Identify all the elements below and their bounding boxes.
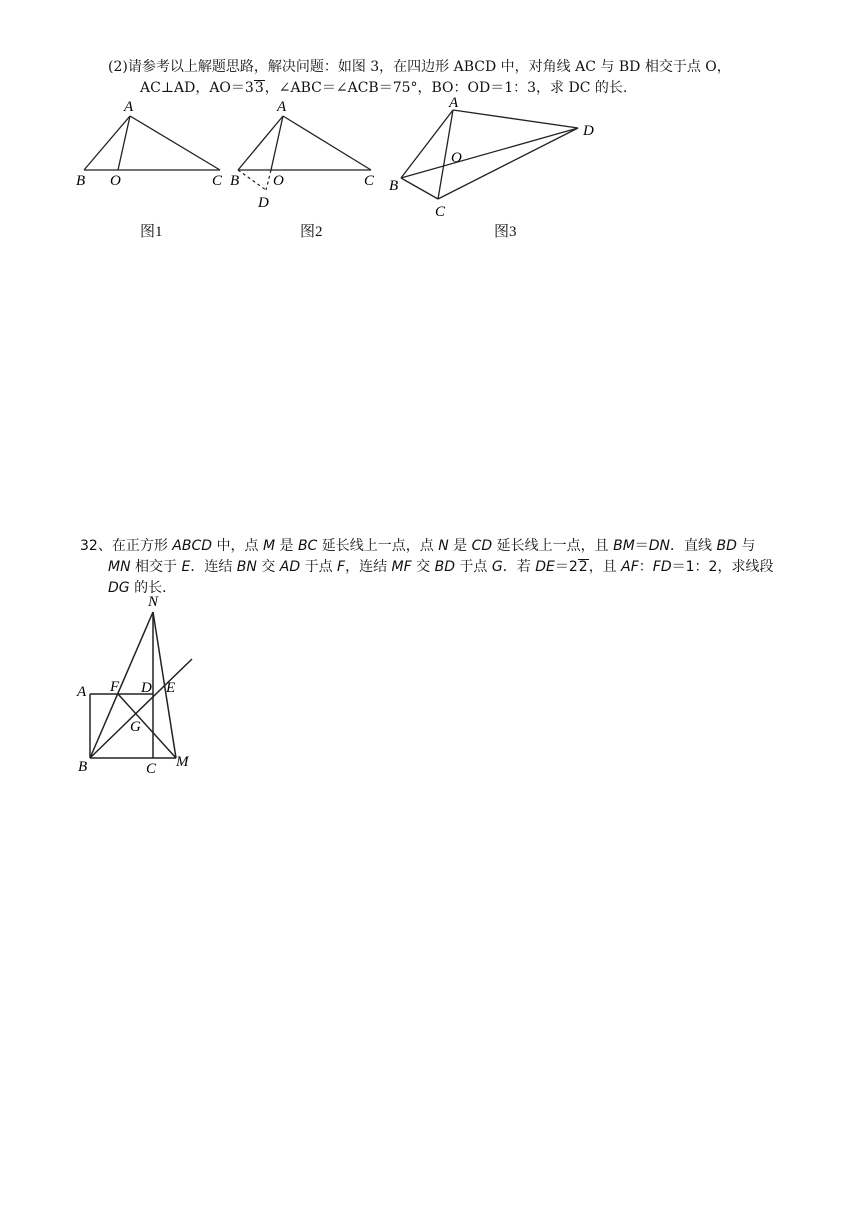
- q32-var: AD: [279, 559, 301, 575]
- q32-text: 与: [736, 538, 756, 554]
- q32-text: ：: [638, 559, 653, 575]
- fig2-caption: 图2: [300, 224, 323, 240]
- q32-var: N: [438, 538, 449, 554]
- q32-var: ABCD: [172, 538, 213, 554]
- fig1-label-c: C: [212, 173, 223, 189]
- q32-var: MF: [391, 559, 412, 575]
- q32-fig-label-e: E: [166, 680, 176, 696]
- fig2-label-o: O: [273, 173, 284, 189]
- figure-3: [385, 92, 605, 222]
- q32-text: 于点: [300, 559, 338, 575]
- q32-var: E: [181, 559, 191, 575]
- q32-var: BD: [434, 559, 455, 575]
- q32-var: BN: [236, 559, 257, 575]
- fig3-label-a: A: [449, 95, 459, 111]
- q31-text-1: (2)请参考以上解题思路，解决问题：如图 3，在四边形 ABCD 中，对角线 AC 与 BD 相交于点 O，: [108, 59, 731, 75]
- q32-fig-label-m: M: [176, 754, 189, 770]
- sqrt-3: 3: [254, 80, 264, 96]
- fig2-label-d: D: [258, 195, 269, 210]
- q32-text: 交: [411, 559, 435, 575]
- q32-var: DG: [108, 580, 130, 596]
- q32-var: DE: [535, 559, 555, 575]
- q32-var: CD: [471, 538, 493, 554]
- fig1-label-a: A: [124, 99, 134, 115]
- q32-text: 延长线上一点，且: [492, 538, 614, 554]
- q32-line-1: [80, 536, 755, 556]
- q32-var: MN: [108, 559, 131, 575]
- q32-text: 相交于: [130, 559, 182, 575]
- q32-var: AF: [621, 559, 639, 575]
- q32-text: ．若: [502, 559, 536, 575]
- fig3-label-c: C: [435, 204, 446, 220]
- q32-text: ＝2: [554, 559, 578, 575]
- q32-var: BD: [716, 538, 737, 554]
- q32-fig-label-a: A: [77, 684, 87, 700]
- sqrt-2: 2: [578, 559, 588, 575]
- q32-fig-label-n: N: [148, 594, 159, 610]
- q32-text: ，且: [588, 559, 622, 575]
- q32-var: F: [337, 559, 346, 575]
- q32-text: 延长线上一点，点: [317, 538, 439, 554]
- q32-fig-label-f: F: [110, 679, 120, 695]
- q31-line-1: [108, 57, 731, 77]
- q32-fig-label-c: C: [146, 761, 157, 776]
- q31-text-2b: ，∠ABC＝∠ACB＝75°，BO：OD＝1：3，求 DC 的长.: [264, 80, 628, 96]
- fig3-caption: 图3: [494, 224, 517, 240]
- figure-q32: [74, 592, 204, 776]
- q32-var: DN: [648, 538, 671, 554]
- q32-text: 的长．: [129, 580, 177, 596]
- q32-text: 是: [275, 538, 298, 554]
- q32-text: 是: [448, 538, 472, 554]
- q32-var: BM: [613, 538, 635, 554]
- q32-text: ．连结: [190, 559, 237, 575]
- fig1-caption: 图1: [140, 224, 163, 240]
- q32-var: G: [491, 559, 503, 575]
- q32-line-2: [108, 557, 773, 577]
- q32-text: 交: [256, 559, 280, 575]
- q32-text: 中，点: [212, 538, 263, 554]
- fig2-label-c: C: [364, 173, 375, 189]
- q32-fig-label-d: D: [141, 680, 152, 696]
- figure-1: [70, 98, 240, 190]
- fig3-label-b: B: [389, 178, 399, 194]
- q32-text: ＝1：2，求线段: [671, 559, 774, 575]
- q32-text: ．直线: [670, 538, 717, 554]
- q32-var: BC: [297, 538, 318, 554]
- q32-fig-label-b: B: [78, 759, 88, 775]
- fig2-label-a: A: [277, 99, 287, 115]
- fig2-label-b: B: [230, 173, 240, 189]
- q32-text: ＝: [634, 538, 649, 554]
- q32-number: 32、: [80, 538, 112, 554]
- fig1-label-b: B: [76, 173, 86, 189]
- q32-text: ，连结: [345, 559, 392, 575]
- fig3-label-o: O: [451, 150, 462, 166]
- fig1-label-o: O: [110, 173, 121, 189]
- q32-var: FD: [652, 559, 672, 575]
- q31-text-2a: AC⊥AD，AO＝3: [140, 80, 254, 96]
- q32-fig-label-g: G: [130, 719, 141, 735]
- q32-var: M: [262, 538, 276, 554]
- q32-text: 在正方形: [111, 538, 173, 554]
- figure-2: [226, 98, 386, 210]
- fig3-label-d: D: [583, 123, 594, 139]
- q32-text: 于点: [454, 559, 492, 575]
